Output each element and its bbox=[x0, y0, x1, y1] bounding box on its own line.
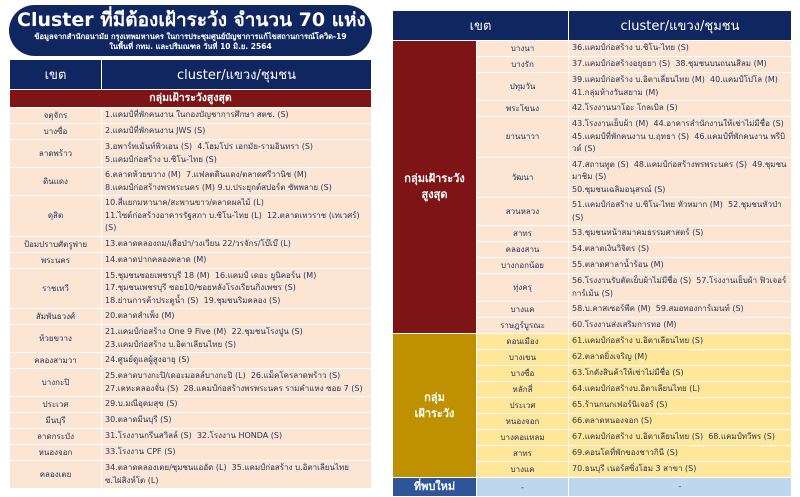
cluster-line: 53.ชุมชนหน้าสมาคมธรรมศาสตร์ (S) bbox=[572, 228, 704, 238]
cluster-cell bbox=[102, 397, 372, 413]
district-cell: หนองจอก bbox=[10, 445, 102, 461]
cluster-cell bbox=[102, 325, 372, 353]
left-table bbox=[9, 59, 372, 489]
district-cell: ลาดกระบัง bbox=[10, 429, 102, 445]
cluster-line: 58.บ.คาสเซอร์พีค (M) 59.สมอทองการ์เมนท์ (S) bbox=[572, 304, 744, 314]
cluster-cell bbox=[569, 302, 792, 318]
cluster-line: 23.แคมป์ก่อสร้าง บ.อิตาเลียนไทย (S) bbox=[105, 339, 237, 349]
district-cell: ดินแดง bbox=[10, 168, 102, 196]
page-subtitle-line1: ข้อมูลจากสำนักอนามัย กรุงเทพมหานคร ในการประชุมศูนย์บัญชาการแก้ไขสถานการณ์โควิด-19 bbox=[34, 32, 347, 41]
district-cell: จตุจักร bbox=[10, 108, 102, 124]
district-cell: ราชเทวี bbox=[10, 268, 102, 309]
cluster-cell bbox=[102, 429, 372, 445]
cluster-cell bbox=[569, 226, 792, 242]
right-col-header-district: เขต bbox=[393, 11, 569, 41]
group-band-row bbox=[10, 90, 372, 108]
header-row bbox=[10, 60, 372, 90]
cluster-line: 8.แคมป์ก่อสร้างพรพระนคร (M) 9.บ.ประยุกต์สปอร์ต ซัพพลาย (S) bbox=[105, 182, 332, 192]
district-cell: มีนบุรี bbox=[10, 413, 102, 429]
title-box bbox=[9, 5, 372, 56]
table-row bbox=[10, 413, 372, 429]
table-row bbox=[10, 325, 372, 353]
cluster-line: 69.คอนโดที่พักของชาวกินี (S) bbox=[572, 448, 678, 458]
district-cell: บางแค bbox=[477, 302, 569, 318]
left-col-header-district: เขต bbox=[10, 60, 102, 90]
district-cell: สวนหลวง bbox=[477, 198, 569, 226]
cluster-line: 62.ตลาดยิ่งเจริญ (M) bbox=[572, 352, 648, 362]
cluster-cell bbox=[102, 252, 372, 268]
cluster-cell bbox=[102, 124, 372, 140]
cluster-cell bbox=[569, 117, 792, 158]
group-label-line: ที่พบใหม่ bbox=[413, 480, 456, 493]
district-cell: คลองสามวา bbox=[10, 353, 102, 369]
page-subtitle-line2: ในพื้นที่ กทม. และปริมณฑล วันที่ 10 มิ.ย. 2564 bbox=[109, 41, 272, 51]
cluster-cell bbox=[569, 430, 792, 446]
district-cell: ลาดพร้าว bbox=[10, 140, 102, 168]
district-cell: บางนา bbox=[477, 41, 569, 57]
district-cell: บางกะปิ bbox=[10, 369, 102, 397]
cluster-line: 15.ชุมชนซอยเพชรบุรี 18 (M) 16.แคมป์ เดอะ ยูนิคอร์น (M) bbox=[105, 270, 317, 280]
cluster-line: - bbox=[678, 481, 682, 491]
table-row bbox=[393, 41, 792, 57]
cluster-cell bbox=[569, 414, 792, 430]
district-cell: บางซื่อ bbox=[477, 366, 569, 382]
cluster-line: 65.ร้านกนกเฟอร์นิเจอร์ (S) bbox=[572, 400, 668, 410]
table-row bbox=[10, 140, 372, 168]
cluster-line: 6.ตลาดห้วยขวาง (M) 7.แฟลตดินแดง/ตลาดศรีวานิช (M) bbox=[105, 170, 307, 179]
table-row bbox=[10, 353, 372, 369]
group-band-top-watch: กลุ่มเฝ้าระวังสูงสุด bbox=[10, 90, 372, 108]
group-label-new-found bbox=[393, 478, 477, 497]
cluster-line: 34.ตลาดคลองเตย/ชุมชนแออัด (L) 35.แคมป์ก่อสร้าง บ.อิตาเลียนไทย ซ.ไผ่สิงห์โต (L) bbox=[105, 463, 352, 485]
table-row bbox=[10, 252, 372, 268]
cluster-line: 37.แคมป์ก่อสร้างอยุธยา (S) 38.ชุมชนบนถนนสีลม (M) bbox=[572, 59, 767, 69]
district-cell: ดอนเมือง bbox=[477, 334, 569, 350]
group-label-line: สูงสุด bbox=[421, 188, 448, 201]
district-cell: พระนคร bbox=[10, 252, 102, 268]
cluster-line: 70.ธนบุรี เนอร์สซิ่งโฮม 3 สาขา (S) bbox=[572, 464, 697, 474]
cluster-line: 25.ตลาดบางกะปิ/เดอะมอลล์บางกะปิ (L) 26.แม็คโครลาดพร้าว (S) bbox=[105, 371, 341, 380]
cluster-line: 56.โรงงานรับตัดเย็บผ้าไม่มีชื่อ (S) 57.โรงงานเย็บผ้า ฟิวเจอร์การ์เม้น (S) bbox=[572, 276, 787, 298]
cluster-cell bbox=[102, 369, 372, 397]
cluster-line: 3.อพาร์ทเม้นท์พิวเอน (S) 4.โฮมโปร เอกมัย-รามอินทรา (S) bbox=[105, 142, 314, 151]
district-cell: บางซื่อ bbox=[10, 124, 102, 140]
table-row bbox=[10, 196, 372, 237]
cluster-line: 21.แคมป์ก่อสร้าง One 9 Five (M) 22.ชุมชนโรงปูน (S) bbox=[105, 327, 303, 336]
right-table bbox=[392, 10, 792, 497]
cluster-line: 43.โรงงานเย็บผ้า (M) 44.อาคารสำนักงานให้เช่าไม่มีชื่อ (S) bbox=[572, 119, 784, 128]
cluster-line: 60.โรงงานส่งเสริมการทอ (M) bbox=[572, 320, 677, 330]
cluster-cell bbox=[102, 353, 372, 369]
cluster-cell bbox=[569, 274, 792, 302]
district-cell: ป้อมปราบศัตรูพ่าย bbox=[10, 236, 102, 252]
cluster-line: 27.เคหะคลองจั่น (S) 28.แคมป์ก่อสร้างพรพระนคร รามคำแหง ซอย 7 (S) bbox=[105, 383, 363, 393]
table-row bbox=[10, 429, 372, 445]
district-cell: ห้วยขวาง bbox=[10, 325, 102, 353]
district-cell: ราษฎร์บูรณะ bbox=[477, 318, 569, 334]
table-row bbox=[10, 168, 372, 196]
district-cell: หนองจอก bbox=[477, 414, 569, 430]
group-label-top-watch bbox=[393, 41, 477, 334]
district-cell: บางคอแหลม bbox=[477, 430, 569, 446]
table-row bbox=[10, 461, 372, 489]
cluster-line: 29.บ.มณีอุดมสุข (S) bbox=[105, 399, 178, 409]
cluster-line: 24.ศูนย์ดูแลผู้สูงอายุ (S) bbox=[105, 355, 190, 365]
cluster-line: 45.แคมป์ที่พักคนงาน บ.ฤทธา (S) 46.แคมป์ที่พักคนงาน พรีบิวด์ (S) bbox=[572, 131, 786, 153]
district-cell: พระโขนง bbox=[477, 101, 569, 117]
cluster-line: 41.กลุ่มห้างวันสยาม (M) bbox=[572, 87, 659, 97]
cluster-cell bbox=[102, 461, 372, 489]
cluster-cell bbox=[102, 168, 372, 196]
cluster-cell bbox=[569, 462, 792, 478]
cluster-cell bbox=[569, 57, 792, 73]
group-label-line: กลุ่มเฝ้าระวัง bbox=[404, 172, 465, 185]
cluster-cell bbox=[569, 41, 792, 57]
district-cell: บางกอกน้อย bbox=[477, 258, 569, 274]
header-row bbox=[393, 11, 792, 41]
district-cell: คลองเตย bbox=[10, 461, 102, 489]
cluster-cell bbox=[569, 478, 792, 497]
cluster-cell bbox=[569, 101, 792, 117]
cluster-cell bbox=[569, 258, 792, 274]
table-row bbox=[10, 397, 372, 413]
left-table-body bbox=[10, 90, 372, 489]
cluster-line: 31.โรงงานกรีนสวิลล์ (S) 32.โรงงาน HONDA (S) bbox=[105, 431, 283, 441]
cluster-line: 11.ไซต์ก่อสร้างอาคารรัฐสภา บ.ซิโน-ไทย (L) 12.ตลาดเทวราช (เทเวศร์) (S) bbox=[105, 210, 363, 232]
cluster-line: 64.แคมป์ก่อสร้างบ.อิตาเลียนไทย (L) bbox=[572, 384, 700, 394]
district-cell: วัฒนา bbox=[477, 157, 569, 198]
cluster-line: 20.ตลาดสำเพ็ง (M) bbox=[105, 311, 175, 321]
right-col-header-cluster: cluster/แขวง/ชุมชน bbox=[569, 11, 792, 41]
district-cell: สัมพันธวงศ์ bbox=[10, 309, 102, 325]
cluster-line: 39.แคมป์ก่อสร้าง บ.อิตาเลี่ยนไทย (M) 40.แคมป์โปโล (M) bbox=[572, 75, 778, 84]
cluster-cell bbox=[102, 236, 372, 252]
cluster-cell bbox=[569, 334, 792, 350]
district-cell: ดุสิต bbox=[10, 196, 102, 237]
cluster-line: 55.ตลาดศาลาน้ำร้อน (M) bbox=[572, 260, 664, 270]
cluster-cell bbox=[102, 108, 372, 124]
cluster-cell bbox=[102, 413, 372, 429]
left-panel bbox=[9, 5, 372, 489]
cluster-line: 67.แคมป์ก่อสร้าง บ.อิตาเลียนไทย (S) 68.แคมป์ทวีพร (S) bbox=[572, 432, 775, 442]
district-cell: บางเขน bbox=[477, 350, 569, 366]
table-row bbox=[10, 445, 372, 461]
left-table-header bbox=[10, 60, 372, 90]
table-row bbox=[10, 309, 372, 325]
cluster-cell bbox=[569, 446, 792, 462]
right-panel bbox=[392, 7, 792, 497]
cluster-cell bbox=[102, 445, 372, 461]
table-row bbox=[10, 268, 372, 309]
district-cell: ประเวศ bbox=[10, 397, 102, 413]
cluster-line: 51.แคมป์ก่อสร้าง บ.ซิโน-ไทย หัวหมาก (M) 52.ชุมชนหัวป่า (S) bbox=[572, 200, 785, 222]
table-row bbox=[393, 334, 792, 350]
district-cell: ยานนาวา bbox=[477, 117, 569, 158]
cluster-line: 14.ตลาดปากคลองตลาด (M) bbox=[105, 254, 207, 264]
cluster-cell bbox=[569, 350, 792, 366]
table-row bbox=[10, 369, 372, 397]
cluster-cell bbox=[102, 309, 372, 325]
cluster-cell bbox=[569, 73, 792, 101]
cluster-line: 61.แคมป์ก่อสร้าง บ.อิตาเลียนไทย (S) bbox=[572, 336, 704, 346]
table-row bbox=[10, 124, 372, 140]
table-row bbox=[10, 236, 372, 252]
cluster-line: 10.สี่แยกมหานาค/สะพานขาว/ตลาดผลไม้ (L) bbox=[105, 198, 264, 207]
district-cell: บางแค bbox=[477, 462, 569, 478]
cluster-line: 2.แคมป์ที่พักคนงาน JWS (S) bbox=[105, 126, 206, 136]
district-cell: คลองสาน bbox=[477, 242, 569, 258]
cluster-line: 13.ตลาดคลองถม/เสือป่า/วงเวียน 22/วรจักร/โบ๊เบ๊ (L) bbox=[105, 238, 291, 248]
cluster-line: 33.โรงงาน CPF (S) bbox=[105, 447, 176, 457]
cluster-line: 30.ตลาดมีนบุรี (S) bbox=[105, 415, 172, 425]
district-cell: สาทร bbox=[477, 446, 569, 462]
district-cell: - bbox=[477, 478, 569, 497]
district-cell: ประเวศ bbox=[477, 398, 569, 414]
cluster-line: 66.ตลาดหนองจอก (S) bbox=[572, 416, 653, 426]
group-label-line: เฝ้าระวัง bbox=[414, 406, 455, 420]
cluster-line: 54.ตลาดเงินวิจิตร (S) bbox=[572, 244, 650, 254]
cluster-cell bbox=[569, 198, 792, 226]
cluster-line: 1.แคมป์ที่พักคนงาน ในกองบัญชาการศึกษา สตช. (S) bbox=[105, 110, 289, 120]
cluster-line: 50.ชุมชนเฉลิมอนุสรณ์ (S) bbox=[572, 184, 666, 194]
cluster-line: 36.แคมป์ก่อสร้าง บ.ซิโน-ไทย (S) bbox=[572, 43, 689, 53]
cluster-cell bbox=[569, 242, 792, 258]
cluster-line: 63.โกดังสินค้าให้เช่าไม่มีชื่อ (S) bbox=[572, 368, 684, 378]
cluster-cell bbox=[569, 157, 792, 198]
cluster-cell bbox=[102, 140, 372, 168]
cluster-line: 42.โรงงานนาโอะ โกลเบิล (S) bbox=[572, 103, 678, 113]
district-cell: ทุ่งครุ bbox=[477, 274, 569, 302]
cluster-line: 18.ย่านการค้าประตูน้ำ (S) 19.ชุมชนริมคลอง (S) bbox=[105, 295, 281, 305]
page-title: Cluster ที่มีต้องเฝ้าระวัง จำนวน 70 แห่ง bbox=[17, 9, 366, 31]
cluster-cell bbox=[569, 366, 792, 382]
cluster-cell bbox=[569, 398, 792, 414]
cluster-cell bbox=[569, 382, 792, 398]
district-cell: หลักสี่ bbox=[477, 382, 569, 398]
right-table-body bbox=[393, 41, 792, 497]
cluster-cell bbox=[102, 196, 372, 237]
group-label-line: กลุ่ม bbox=[424, 390, 445, 404]
cluster-cell bbox=[102, 268, 372, 309]
cluster-cell bbox=[569, 318, 792, 334]
district-cell: สาทร bbox=[477, 226, 569, 242]
district-cell: ปทุมวัน bbox=[477, 73, 569, 101]
group-label-watch bbox=[393, 334, 477, 478]
cluster-line: 5.แคมป์ก่อสร้าง บ.ซิโน-ไทย (S) bbox=[105, 154, 217, 164]
cluster-line: 47.สถานทูต (S) 48.แคมป์ก่อสร้างพรพระนคร (S) 49.ชุมชนมาชิม (S) bbox=[572, 159, 787, 181]
district-cell: บางรัก bbox=[477, 57, 569, 73]
table-row bbox=[10, 108, 372, 124]
table-row bbox=[393, 478, 792, 497]
right-table-header bbox=[393, 11, 792, 41]
cluster-line: 17.ชุมชนเพชรบุรี ซอย10/ซอยหลังโรงเรียนกิ่งเพชร (S) bbox=[105, 283, 296, 292]
left-col-header-cluster: cluster/แขวง/ชุมชน bbox=[102, 60, 372, 90]
